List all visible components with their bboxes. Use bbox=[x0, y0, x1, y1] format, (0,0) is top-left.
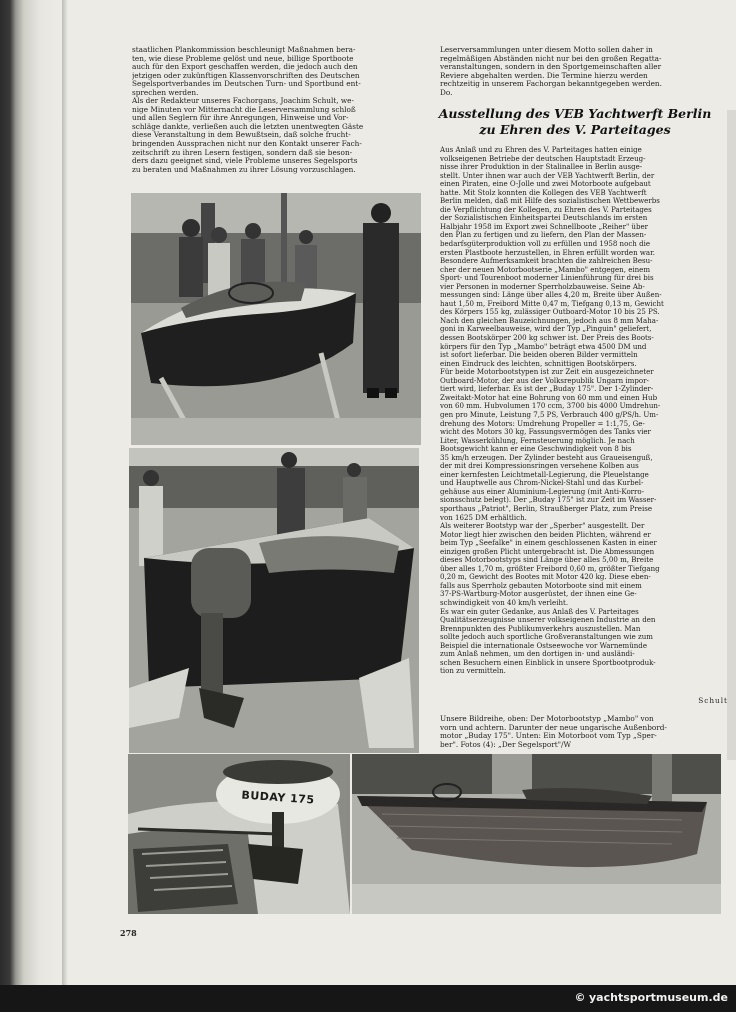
page-number: 278 bbox=[120, 928, 137, 938]
column-2-top-text: Leserversammlungen unter diesem Motto sollen daher in regelmäßigen Abständen nicht nur bei den großen Regatta- veranstaltungen, sondern in den Sportgemeinschaften aller Reviere abgehalten werden. Die Termine hierzu werden rechtzeitig in unserem Fachorgan bekanntgegeben werden. Do. bbox=[440, 46, 662, 97]
photo-mambo-aft bbox=[129, 448, 419, 753]
book-binding bbox=[0, 0, 62, 985]
article-author: Schult bbox=[698, 697, 728, 705]
column-1-top-text: staatlichen Plankommission beschleunigt Maßnahmen bera- ten, wie diese Probleme gelöst und neue, billige Sportboote auch für den Export geschaffen werden, die jedoch auch den jetzigen oder zukünftigen Klassenvorschriften des Deutschen Segelsportverbandes im Deutschen Turn- und Sportbund ent- sprechen werden. Als der Redakteur unseres Fachorgans, Joachim Schult, we- nige Minuten vor Mitternacht die Leserversammlung schloß und allen Seglern für ihre Anregungen, Hinweise und Vor- schläge dankte, verließen auch die letzten unentwegten Gäste diese Veranstaltung in dem Bewußtsein, daß solche frucht- bringenden Aussprachen nicht nur den Kontakt unserer Fach- zeitschrift zu ihren Lesern festigen, sondern daß sie beson- ders dazu geeignet sind, viele Probleme unseres Segelsports zu beraten und Maßnahmen zu ihrer Lösung vorzuschlagen. bbox=[132, 46, 364, 174]
copyright-site: yachtsportmuseum.de bbox=[589, 991, 728, 1004]
photo-sperber bbox=[352, 754, 721, 914]
photo-mambo-front bbox=[131, 193, 421, 445]
page-right-edge bbox=[727, 110, 736, 760]
photo-buday-motor bbox=[128, 754, 350, 914]
article-body: Aus Anlaß und zu Ehren des V. Parteitages hatten einige volkseigenen Betriebe der deutschen Hauptstadt Erzeug- nisse ihrer Produktion in der Stalinallee in Berlin ausge- stellt. Unter ihnen war auch der VEB Yachtwerft Berlin, der einen Piraten, eine O-Jolle und zwei Motorboote aufgebaut hatte. Mit Stolz konnten die Kollegen des VEB Yachtwerft Berlin melden, daß mit Hilfe des sozialistischen Wettbewerbs die Verpflichtung der Kollegen, zu Ehren des V. Parteitages der Sozialistischen Einheitspartei Deutschlands im ersten Halbjahr 1958 im Export zwei Schnellboote „Reiher" über den Plan zu fertigen und zu liefern, den Plan der Massen- bedarfsgüterproduktion voll zu erfüllen und 1958 noch die ersten Plastboote herzustellen, in Ehren erfüllt worden war. Besondere Aufmerksamkeit brachten die zahlreichen Besu- cher der neuen Motorbootserie „Mambo" entgegen, einem Sport- und Tourenboot moderner Linienführung für drei bis vier Personen in moderner Sperrholzbauweise. Seine Ab- messungen sind: Länge über alles 4,20 m, Breite über Außen- haut 1,50 m, Freibord Mitte 0,47 m, Tiefgang 0,13 m, Gewicht des Körpers 155 kg, zulässiger Outboard-Motor 10 bis 25 PS. Nach den gleichen Bauzeichnungen, jedoch aus 8 mm Maha- goni in Karweelbauweise, wird der Typ „Pinguin" geliefert, dessen Bootskörper 200 kg schwer ist. Der Preis des Boots- körpers für den Typ „Mambo" beträgt etwa 4500 DM und ist sofort lieferbar. Die beiden oberen Bilder vermitteln einen Eindruck des leichten, schnittigen Bootskörpers. Für beide Motorbootstypen ist zur Zeit ein ausgezeichneter Outboard-Motor, der aus der Volksrepublik Ungarn impor- tiert wird, lieferbar. Es ist der „Buday 175". Der 1-Zylinder- Zweitakt-Motor hat eine Bohrung von 60 mm und einen Hub von 60 mm. Hubvolumen 170 ccm, 3700 bis 4000 Umdrehun- gen pro Minute, Leistung 7,5 PS, Verbrauch 400 g/PS/h. Um- drehung des Motors: Umdrehung Propeller = 1:1,75, Ge- wicht des Motors 30 kg, Fassungsvermögen des Tanks vier Liter, Wasserkühlung, Fernsteuerung möglich. Je nach Bootsgewicht kann er eine Geschwindigkeit von 8 bis 35 km/h erzeugen. Der Zylinder besteht aus Graueisenguß, der mit drei Kompressionsringen versehene Kolben aus einer kernfesten Leichtmetall-Legierung, die Pleuelstange und Hauptwelle aus Chrom-Nickel-Stahl und das Kurbel- gehäuse aus einer Aluminium-Legierung (mit Anti-Korro- sionsschutz belegt). Der „Buday 175" ist zur Zeit im Wasser- sporthaus „Patriot", Berlin, Straußberger Platz, zum Preise von 1625 DM erhältlich. Als weiterer Bootstyp war der „Sperber" ausgestellt. Der Motor liegt hier zwischen den beiden Plichten, während er beim Typ „Seefalke" in einem geschlossenen Kasten in einer einzigen großen Plicht untergebracht ist. Die Abmessungen dieses Motorbootstyps sind Länge über alles 5,00 m, Breite über alles 1,70 m, größter Freibord 0,60 m, größter Tiefgang 0,20 m, Gewicht des Bootes mit Motor 420 kg. Diese eben- falls aus Sperrholz gebauten Motorboote sind mit einem 37-PS-Wartburg-Motor ausgerüstet, der ihnen eine Ge- schwindigkeit von 40 km/h verleiht. Es war ein guter Gedanke, aus Anlaß des V. Parteitages Qualitätserzeugnisse unserer volkseigenen Industrie an den Brennpunkten des Publikumverkehrs auszustellen. Man sollte jedoch auch sportliche Großveranstaltungen wie zum Beispiel die internationale Ostseewoche vor Warnemünde zum Anlaß nehmen, um den dortigen in- und ausländi- schen Besuchern einen Einblick in unsere Sportbootproduk- tion zu vermitteln. bbox=[440, 146, 664, 676]
photo-caption: Unsere Bildreihe, oben: Der Motorbootstyp „Mambo" von vorn und achtern. Darunter der neue ungarische Außenbord- motor „Buday 175". Unten: Ein Motorboot vom Typ „Sper- ber". Fotos (4): „Der Segelsport"/W bbox=[440, 715, 667, 749]
copyright-symbol: © bbox=[574, 991, 586, 1004]
motor-label: BUDAY 175 bbox=[241, 788, 315, 807]
article-heading: Ausstellung des VEB Yachtwerft Berlin zu Ehren des V. Parteitages bbox=[438, 106, 712, 137]
copyright-watermark bbox=[575, 991, 728, 1004]
page-gutter-shadow bbox=[62, 0, 68, 985]
